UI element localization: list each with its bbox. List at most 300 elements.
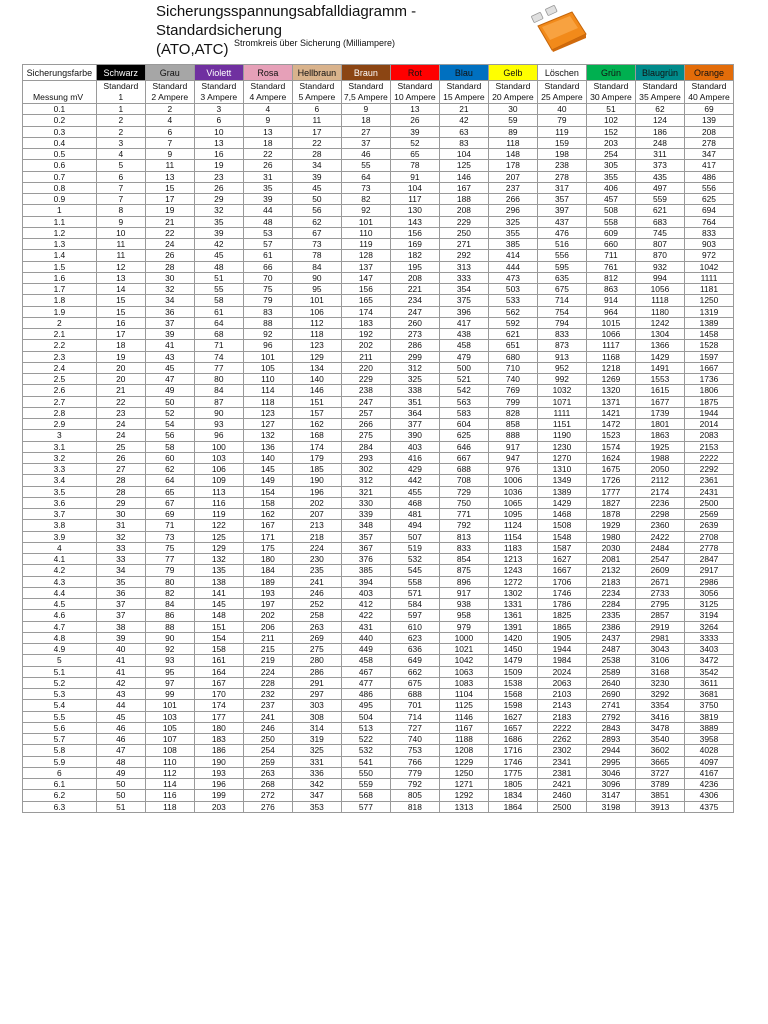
current-ma-cell: 1015 bbox=[586, 317, 635, 328]
current-ma-cell: 1 bbox=[96, 104, 145, 115]
fuse-rating-type: Standard bbox=[299, 81, 335, 91]
measurement-mv-cell: 0.6 bbox=[23, 160, 97, 171]
current-ma-cell: 44 bbox=[96, 700, 145, 711]
current-ma-cell: 1243 bbox=[488, 565, 537, 576]
current-ma-cell: 124 bbox=[635, 115, 684, 126]
measurement-mv-cell: 0.2 bbox=[23, 115, 97, 126]
current-ma-cell: 3542 bbox=[684, 666, 733, 677]
table-row bbox=[23, 272, 734, 283]
current-ma-cell: 73 bbox=[292, 239, 341, 250]
page-subtitle: Stromkreis über Sicherung (Milliampere) bbox=[234, 38, 396, 48]
current-ma-cell: 875 bbox=[439, 565, 488, 576]
current-ma-cell: 10 bbox=[194, 126, 243, 137]
current-ma-cell: 83 bbox=[439, 137, 488, 148]
current-ma-cell: 112 bbox=[292, 317, 341, 328]
current-ma-cell: 46 bbox=[341, 149, 390, 160]
current-ma-cell: 79 bbox=[145, 565, 194, 576]
current-ma-cell: 2081 bbox=[586, 554, 635, 565]
fuse-rating-type: Standard bbox=[544, 81, 580, 91]
current-ma-cell: 24 bbox=[145, 239, 194, 250]
current-ma-cell: 769 bbox=[488, 385, 537, 396]
measurement-mv-cell: 4.2 bbox=[23, 565, 97, 576]
current-ma-cell: 1167 bbox=[439, 722, 488, 733]
current-ma-cell: 275 bbox=[341, 430, 390, 441]
current-ma-cell: 13 bbox=[96, 272, 145, 283]
current-ma-cell: 78 bbox=[292, 250, 341, 261]
current-ma-cell: 683 bbox=[635, 216, 684, 227]
measurement-mv-cell: 2.9 bbox=[23, 419, 97, 430]
table-row bbox=[23, 205, 734, 216]
current-ma-cell: 458 bbox=[439, 340, 488, 351]
current-ma-cell: 1878 bbox=[586, 509, 635, 520]
current-ma-cell: 136 bbox=[243, 441, 292, 452]
measurement-mv-cell: 3.6 bbox=[23, 497, 97, 508]
current-ma-cell: 122 bbox=[194, 520, 243, 531]
fuse-rating-amp: 35 Ampere bbox=[639, 92, 681, 102]
current-ma-cell: 312 bbox=[341, 475, 390, 486]
fuse-rating-type: Standard bbox=[642, 81, 678, 91]
current-ma-cell: 95 bbox=[145, 666, 194, 677]
measurement-mv-cell: 1.2 bbox=[23, 227, 97, 238]
current-ma-cell: 190 bbox=[292, 475, 341, 486]
current-ma-cell: 95 bbox=[292, 284, 341, 295]
current-ma-cell: 1183 bbox=[488, 542, 537, 553]
current-ma-cell: 71 bbox=[194, 340, 243, 351]
current-ma-cell: 833 bbox=[537, 329, 586, 340]
current-ma-cell: 293 bbox=[341, 452, 390, 463]
measurement-mv-cell: 4.4 bbox=[23, 587, 97, 598]
current-ma-cell: 3403 bbox=[684, 644, 733, 655]
table-row bbox=[23, 227, 734, 238]
current-ma-cell: 129 bbox=[292, 351, 341, 362]
current-ma-cell: 37 bbox=[96, 599, 145, 610]
current-ma-cell: 32 bbox=[145, 284, 194, 295]
current-ma-cell: 269 bbox=[292, 632, 341, 643]
current-ma-cell: 513 bbox=[341, 722, 390, 733]
current-ma-cell: 354 bbox=[439, 284, 488, 295]
current-ma-cell: 319 bbox=[292, 734, 341, 745]
current-ma-cell: 74 bbox=[194, 351, 243, 362]
current-ma-cell: 675 bbox=[537, 284, 586, 295]
current-ma-cell: 3472 bbox=[684, 655, 733, 666]
current-ma-cell: 440 bbox=[341, 632, 390, 643]
measurement-mv-cell: 2.8 bbox=[23, 407, 97, 418]
current-ma-cell: 1250 bbox=[439, 767, 488, 778]
current-ma-cell: 1065 bbox=[488, 497, 537, 508]
current-ma-cell: 1389 bbox=[684, 317, 733, 328]
current-ma-cell: 118 bbox=[243, 396, 292, 407]
current-ma-cell: 82 bbox=[145, 587, 194, 598]
table-row bbox=[23, 655, 734, 666]
current-ma-cell: 2795 bbox=[635, 599, 684, 610]
current-ma-cell: 3096 bbox=[586, 779, 635, 790]
table-row bbox=[23, 509, 734, 520]
current-ma-cell: 138 bbox=[194, 576, 243, 587]
current-ma-cell: 312 bbox=[390, 362, 439, 373]
current-ma-cell: 338 bbox=[390, 385, 439, 396]
current-ma-cell: 91 bbox=[390, 171, 439, 182]
current-ma-cell: 1624 bbox=[586, 452, 635, 463]
current-ma-cell: 917 bbox=[439, 587, 488, 598]
current-ma-cell: 3611 bbox=[684, 677, 733, 688]
current-ma-cell: 171 bbox=[243, 531, 292, 542]
current-ma-cell: 1095 bbox=[488, 509, 537, 520]
current-ma-cell: 414 bbox=[488, 250, 537, 261]
current-ma-cell: 104 bbox=[390, 182, 439, 193]
current-ma-cell: 1746 bbox=[488, 756, 537, 767]
current-ma-cell: 67 bbox=[292, 227, 341, 238]
current-ma-cell: 417 bbox=[439, 317, 488, 328]
measurement-mv-cell: 1.4 bbox=[23, 250, 97, 261]
current-ma-cell: 7 bbox=[145, 137, 194, 148]
current-ma-cell: 1229 bbox=[439, 756, 488, 767]
current-ma-cell: 193 bbox=[243, 587, 292, 598]
measurement-mv-cell: 3.5 bbox=[23, 486, 97, 497]
current-ma-cell: 1538 bbox=[488, 677, 537, 688]
current-ma-cell: 1458 bbox=[684, 329, 733, 340]
current-ma-cell: 1929 bbox=[586, 520, 635, 531]
current-ma-cell: 280 bbox=[292, 655, 341, 666]
measurement-mv-cell: 1.3 bbox=[23, 239, 97, 250]
current-ma-cell: 4097 bbox=[684, 756, 733, 767]
fuse-rating-1 bbox=[145, 81, 194, 104]
current-ma-cell: 992 bbox=[537, 374, 586, 385]
current-ma-cell: 112 bbox=[145, 767, 194, 778]
table-row bbox=[23, 194, 734, 205]
current-ma-cell: 429 bbox=[390, 464, 439, 475]
current-ma-cell: 211 bbox=[341, 351, 390, 362]
current-ma-cell: 183 bbox=[341, 317, 390, 328]
current-ma-cell: 141 bbox=[194, 587, 243, 598]
table-body bbox=[23, 104, 734, 813]
current-ma-cell: 15 bbox=[145, 182, 194, 193]
current-ma-cell: 325 bbox=[292, 745, 341, 756]
table-row bbox=[23, 610, 734, 621]
current-ma-cell: 1984 bbox=[537, 655, 586, 666]
current-ma-cell: 28 bbox=[292, 149, 341, 160]
current-ma-cell: 6 bbox=[96, 171, 145, 182]
current-ma-cell: 2609 bbox=[635, 565, 684, 576]
current-ma-cell: 174 bbox=[341, 306, 390, 317]
current-ma-cell: 93 bbox=[194, 419, 243, 430]
current-ma-cell: 818 bbox=[390, 801, 439, 812]
table-row bbox=[23, 306, 734, 317]
current-ma-cell: 1420 bbox=[488, 632, 537, 643]
current-ma-cell: 179 bbox=[292, 452, 341, 463]
current-ma-cell: 2843 bbox=[586, 722, 635, 733]
current-ma-cell: 156 bbox=[341, 284, 390, 295]
current-ma-cell: 1331 bbox=[488, 599, 537, 610]
current-ma-cell: 1905 bbox=[537, 632, 586, 643]
current-ma-cell: 558 bbox=[586, 216, 635, 227]
current-ma-cell: 247 bbox=[390, 306, 439, 317]
current-ma-cell: 3 bbox=[194, 104, 243, 115]
current-ma-cell: 16 bbox=[194, 149, 243, 160]
current-ma-cell: 595 bbox=[537, 261, 586, 272]
fuse-color-10: Grün bbox=[586, 65, 635, 81]
current-ma-cell: 568 bbox=[341, 790, 390, 801]
current-ma-cell: 2183 bbox=[537, 711, 586, 722]
current-ma-cell: 1269 bbox=[586, 374, 635, 385]
current-ma-cell: 1686 bbox=[488, 734, 537, 745]
current-ma-cell: 438 bbox=[439, 329, 488, 340]
current-ma-cell: 50 bbox=[96, 779, 145, 790]
current-ma-cell: 152 bbox=[586, 126, 635, 137]
table-row bbox=[23, 722, 734, 733]
current-ma-cell: 533 bbox=[488, 295, 537, 306]
current-ma-cell: 1361 bbox=[488, 610, 537, 621]
table-row bbox=[23, 160, 734, 171]
table-row bbox=[23, 621, 734, 632]
current-ma-cell: 47 bbox=[145, 374, 194, 385]
current-ma-cell: 140 bbox=[243, 452, 292, 463]
current-ma-cell: 1146 bbox=[439, 711, 488, 722]
current-ma-cell: 1066 bbox=[586, 329, 635, 340]
current-ma-cell: 8 bbox=[96, 205, 145, 216]
current-ma-cell: 1188 bbox=[439, 734, 488, 745]
current-ma-cell: 119 bbox=[341, 239, 390, 250]
current-ma-cell: 3416 bbox=[635, 711, 684, 722]
current-ma-cell: 73 bbox=[145, 531, 194, 542]
current-ma-cell: 355 bbox=[488, 227, 537, 238]
current-ma-cell: 52 bbox=[145, 407, 194, 418]
current-ma-cell: 449 bbox=[341, 644, 390, 655]
table-row bbox=[23, 464, 734, 475]
current-ma-cell: 139 bbox=[684, 115, 733, 126]
current-ma-cell: 146 bbox=[439, 171, 488, 182]
current-ma-cell: 36 bbox=[145, 306, 194, 317]
measurement-mv-cell: 1.7 bbox=[23, 284, 97, 295]
table-row bbox=[23, 351, 734, 362]
current-ma-cell: 68 bbox=[194, 329, 243, 340]
current-ma-cell: 2 bbox=[96, 126, 145, 137]
current-ma-cell: 1775 bbox=[488, 767, 537, 778]
current-ma-cell: 207 bbox=[488, 171, 537, 182]
current-ma-cell: 680 bbox=[488, 351, 537, 362]
measurement-mv-cell: 2.6 bbox=[23, 385, 97, 396]
current-ma-cell: 2421 bbox=[537, 779, 586, 790]
current-ma-cell: 148 bbox=[488, 149, 537, 160]
page-title-line-2: (ATO,ATC) bbox=[156, 41, 229, 58]
current-ma-cell: 623 bbox=[390, 632, 439, 643]
current-ma-cell: 1389 bbox=[537, 486, 586, 497]
table-row bbox=[23, 171, 734, 182]
table-row bbox=[23, 554, 734, 565]
current-ma-cell: 19 bbox=[194, 160, 243, 171]
current-ma-cell: 134 bbox=[292, 362, 341, 373]
current-ma-cell: 37 bbox=[96, 610, 145, 621]
current-ma-cell: 1056 bbox=[635, 284, 684, 295]
current-ma-cell: 1528 bbox=[684, 340, 733, 351]
current-ma-cell: 342 bbox=[292, 779, 341, 790]
measurement-mv-cell: 0.3 bbox=[23, 126, 97, 137]
fuse-rating-amp: 3 Ampere bbox=[200, 92, 238, 102]
current-ma-cell: 208 bbox=[390, 272, 439, 283]
table-row bbox=[23, 385, 734, 396]
current-ma-cell: 1021 bbox=[439, 644, 488, 655]
measurement-mv-cell: 6.1 bbox=[23, 779, 97, 790]
current-ma-cell: 1805 bbox=[488, 779, 537, 790]
current-ma-cell: 101 bbox=[341, 216, 390, 227]
current-ma-cell: 158 bbox=[194, 644, 243, 655]
current-ma-cell: 854 bbox=[439, 554, 488, 565]
current-ma-cell: 550 bbox=[341, 767, 390, 778]
measurement-mv-cell: 4.9 bbox=[23, 644, 97, 655]
measurement-mv-cell: 0.5 bbox=[23, 149, 97, 160]
current-ma-cell: 710 bbox=[488, 362, 537, 373]
current-ma-cell: 4 bbox=[145, 115, 194, 126]
current-ma-cell: 597 bbox=[390, 610, 439, 621]
current-ma-cell: 20 bbox=[96, 374, 145, 385]
current-ma-cell: 96 bbox=[243, 340, 292, 351]
current-ma-cell: 1834 bbox=[488, 790, 537, 801]
current-ma-cell: 90 bbox=[145, 632, 194, 643]
current-ma-cell: 3125 bbox=[684, 599, 733, 610]
current-ma-cell: 503 bbox=[488, 284, 537, 295]
current-ma-cell: 385 bbox=[488, 239, 537, 250]
current-ma-cell: 325 bbox=[390, 374, 439, 385]
current-ma-cell: 873 bbox=[537, 340, 586, 351]
current-ma-cell: 17 bbox=[145, 194, 194, 205]
current-ma-cell: 159 bbox=[537, 137, 586, 148]
current-ma-cell: 833 bbox=[439, 542, 488, 553]
table-row bbox=[23, 632, 734, 643]
current-ma-cell: 29 bbox=[96, 497, 145, 508]
table-row bbox=[23, 531, 734, 542]
table-row bbox=[23, 565, 734, 576]
table-row bbox=[23, 677, 734, 688]
current-ma-cell: 238 bbox=[537, 160, 586, 171]
current-ma-cell: 1125 bbox=[439, 700, 488, 711]
current-ma-cell: 1716 bbox=[488, 745, 537, 756]
current-ma-cell: 192 bbox=[341, 329, 390, 340]
current-ma-cell: 556 bbox=[537, 250, 586, 261]
current-ma-cell: 1548 bbox=[537, 531, 586, 542]
current-ma-cell: 1801 bbox=[635, 419, 684, 430]
current-ma-cell: 45 bbox=[96, 711, 145, 722]
current-ma-cell: 828 bbox=[488, 407, 537, 418]
current-ma-cell: 145 bbox=[194, 599, 243, 610]
current-ma-cell: 13 bbox=[243, 126, 292, 137]
current-ma-cell: 2944 bbox=[586, 745, 635, 756]
current-ma-cell: 1208 bbox=[439, 745, 488, 756]
current-ma-cell: 1429 bbox=[537, 497, 586, 508]
current-ma-cell: 3602 bbox=[635, 745, 684, 756]
current-ma-cell: 2422 bbox=[635, 531, 684, 542]
current-ma-cell: 1574 bbox=[586, 441, 635, 452]
current-ma-cell: 60 bbox=[145, 452, 194, 463]
current-ma-cell: 18 bbox=[243, 137, 292, 148]
measurement-mv-cell: 4.8 bbox=[23, 632, 97, 643]
current-ma-cell: 675 bbox=[390, 677, 439, 688]
current-ma-cell: 15 bbox=[96, 295, 145, 306]
current-ma-cell: 263 bbox=[292, 621, 341, 632]
table-row bbox=[23, 250, 734, 261]
current-ma-cell: 41 bbox=[145, 340, 194, 351]
current-ma-cell: 1154 bbox=[488, 531, 537, 542]
current-ma-cell: 917 bbox=[488, 441, 537, 452]
current-ma-cell: 858 bbox=[488, 419, 537, 430]
current-ma-cell: 625 bbox=[684, 194, 733, 205]
current-ma-cell: 39 bbox=[390, 126, 439, 137]
current-ma-cell: 188 bbox=[439, 194, 488, 205]
current-ma-cell: 952 bbox=[537, 362, 586, 373]
current-ma-cell: 34 bbox=[145, 295, 194, 306]
current-ma-cell: 2153 bbox=[684, 441, 733, 452]
current-ma-cell: 938 bbox=[439, 599, 488, 610]
current-ma-cell: 38 bbox=[96, 621, 145, 632]
current-ma-cell: 11 bbox=[292, 115, 341, 126]
current-ma-cell: 162 bbox=[243, 509, 292, 520]
current-ma-cell: 745 bbox=[635, 227, 684, 238]
current-ma-cell: 1472 bbox=[586, 419, 635, 430]
current-ma-cell: 2986 bbox=[684, 576, 733, 587]
current-ma-cell: 331 bbox=[292, 756, 341, 767]
current-ma-cell: 103 bbox=[145, 711, 194, 722]
current-ma-cell: 3230 bbox=[635, 677, 684, 688]
current-ma-cell: 207 bbox=[292, 509, 341, 520]
current-ma-cell: 234 bbox=[390, 295, 439, 306]
current-ma-cell: 2360 bbox=[635, 520, 684, 531]
current-ma-cell: 507 bbox=[390, 531, 439, 542]
fuse-rating-amp: 25 Ampere bbox=[541, 92, 583, 102]
current-ma-cell: 621 bbox=[488, 329, 537, 340]
current-ma-cell: 3540 bbox=[635, 734, 684, 745]
current-ma-cell: 27 bbox=[96, 464, 145, 475]
table-row bbox=[23, 295, 734, 306]
current-ma-cell: 18 bbox=[341, 115, 390, 126]
current-ma-cell: 299 bbox=[390, 351, 439, 362]
current-ma-cell: 357 bbox=[341, 531, 390, 542]
current-ma-cell: 1272 bbox=[488, 576, 537, 587]
current-ma-cell: 455 bbox=[390, 486, 439, 497]
current-ma-cell: 807 bbox=[635, 239, 684, 250]
current-ma-cell: 813 bbox=[439, 531, 488, 542]
current-ma-cell: 11 bbox=[145, 160, 194, 171]
current-ma-cell: 56 bbox=[292, 205, 341, 216]
current-ma-cell: 9 bbox=[243, 115, 292, 126]
fuse-rating-amp: 7,5 Ampere bbox=[343, 92, 388, 102]
current-ma-cell: 2893 bbox=[586, 734, 635, 745]
measurement-mv-header: Messung mV bbox=[23, 81, 97, 104]
current-ma-cell: 77 bbox=[145, 554, 194, 565]
current-ma-cell: 13 bbox=[145, 171, 194, 182]
current-ma-cell: 1063 bbox=[439, 666, 488, 677]
current-ma-cell: 1468 bbox=[537, 509, 586, 520]
current-ma-cell: 442 bbox=[390, 475, 439, 486]
current-ma-cell: 154 bbox=[194, 632, 243, 643]
current-ma-cell: 2 bbox=[145, 104, 194, 115]
current-ma-cell: 2857 bbox=[635, 610, 684, 621]
current-ma-cell: 35 bbox=[194, 216, 243, 227]
current-ma-cell: 168 bbox=[292, 430, 341, 441]
current-ma-cell: 257 bbox=[341, 407, 390, 418]
current-ma-cell: 994 bbox=[635, 272, 684, 283]
current-ma-cell: 1944 bbox=[537, 644, 586, 655]
current-ma-cell: 3 bbox=[96, 137, 145, 148]
current-ma-cell: 313 bbox=[439, 261, 488, 272]
current-ma-cell: 78 bbox=[390, 160, 439, 171]
current-ma-cell: 1242 bbox=[635, 317, 684, 328]
current-ma-cell: 1615 bbox=[635, 385, 684, 396]
current-ma-cell: 396 bbox=[439, 306, 488, 317]
current-ma-cell: 2112 bbox=[635, 475, 684, 486]
current-ma-cell: 740 bbox=[488, 374, 537, 385]
current-ma-cell: 35 bbox=[96, 576, 145, 587]
current-ma-cell: 308 bbox=[292, 711, 341, 722]
current-ma-cell: 1806 bbox=[684, 385, 733, 396]
current-ma-cell: 92 bbox=[243, 329, 292, 340]
